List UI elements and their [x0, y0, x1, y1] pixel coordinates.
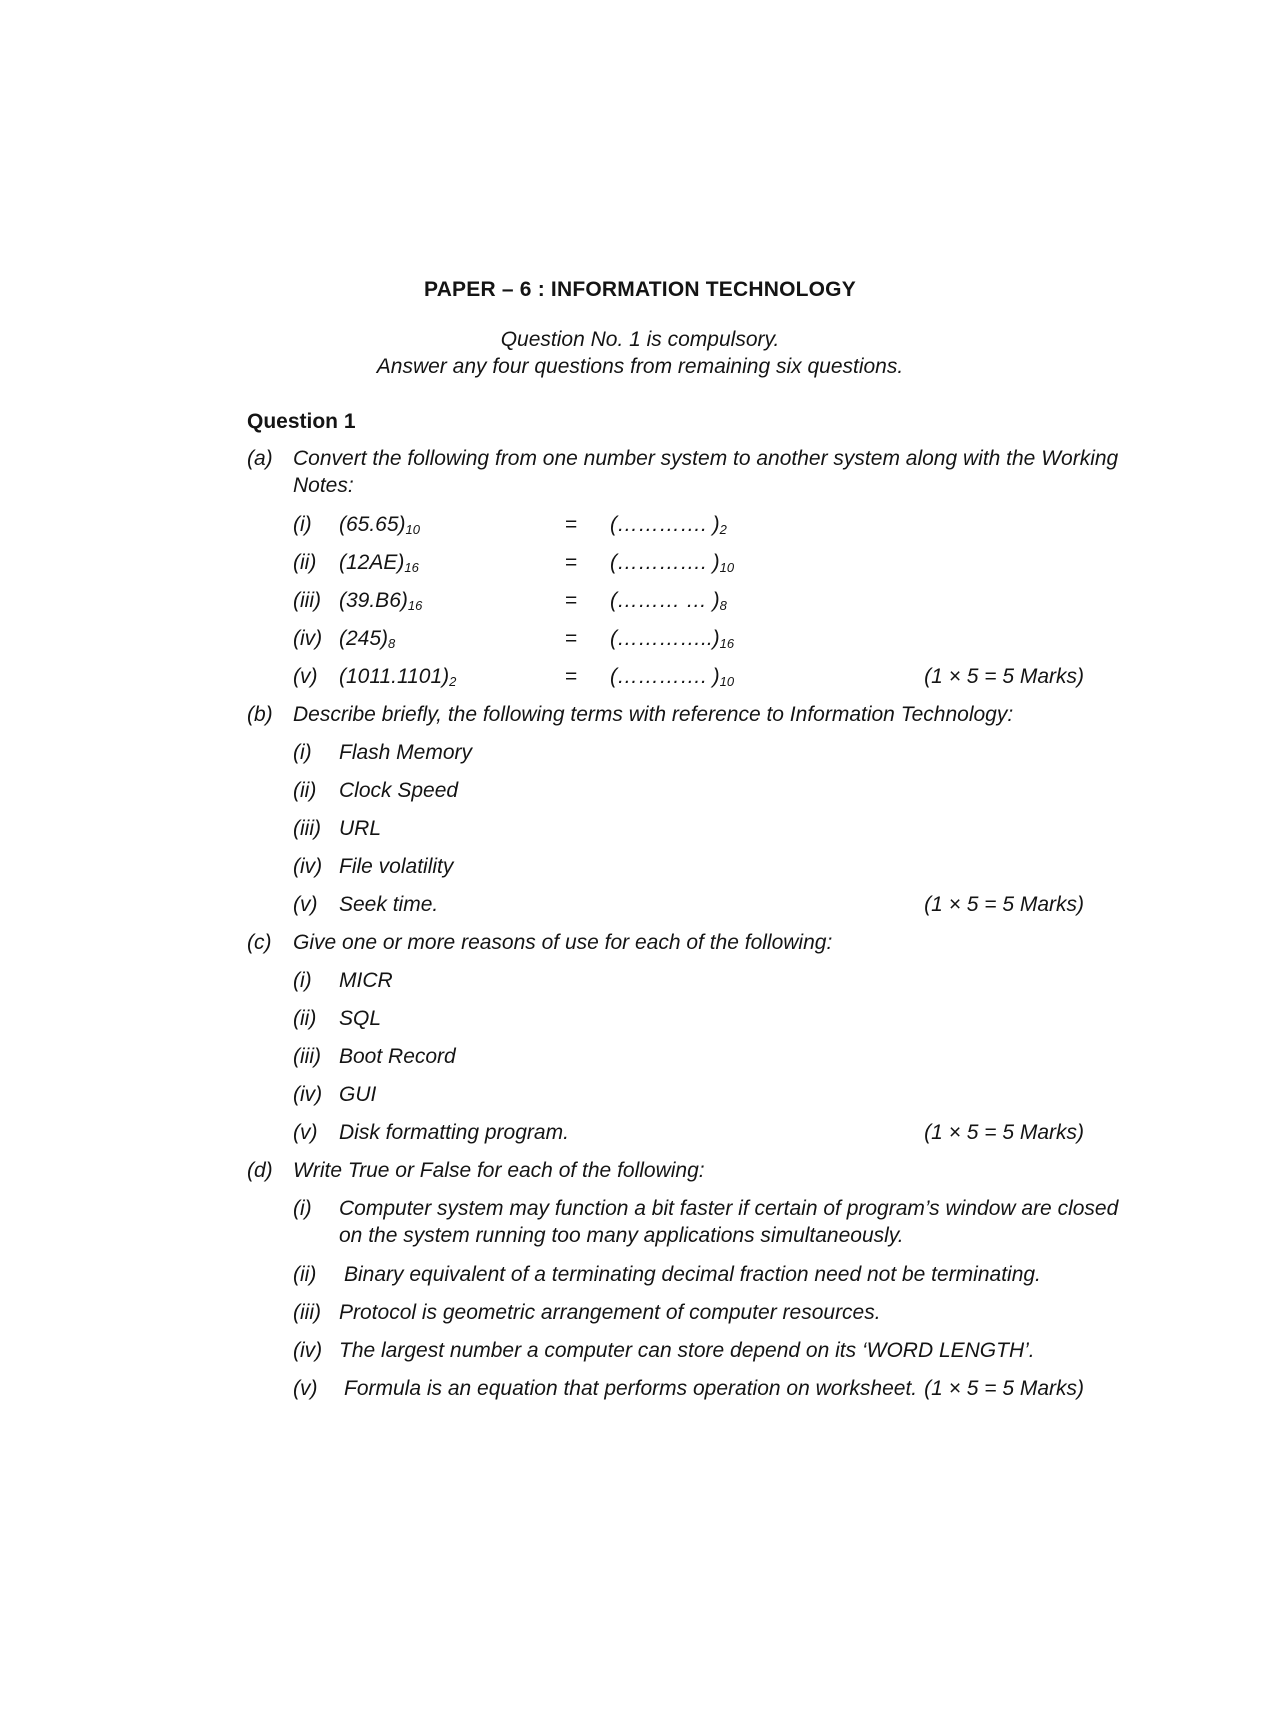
item-number: (iv) — [293, 1083, 323, 1106]
conversion-source: $(65.65)_{10}$ — [339, 513, 421, 537]
item-number: (iv) — [293, 855, 323, 878]
list-item-continuation — [0, 1224, 1280, 1252]
item-text: Computer system may function a bit faster if certain of program’s window are closed — [339, 1197, 1119, 1220]
conversion-row — [0, 551, 1280, 579]
list-item — [0, 1045, 1280, 1073]
list-item — [0, 969, 1280, 997]
item-text: URL — [339, 817, 382, 840]
part-text: Notes: — [293, 474, 354, 497]
item-number: (i) — [293, 513, 312, 536]
conversion-target: (……… … )$_8$ — [610, 589, 727, 613]
list-item — [0, 1301, 1280, 1329]
item-number: (iii) — [293, 1045, 321, 1068]
conversion-source: $(12AE)_{16}$ — [339, 551, 419, 575]
part-a-continuation — [0, 474, 1280, 502]
item-text: Clock Speed — [339, 779, 459, 802]
conversion-target: (…………. )$_{10}$ — [610, 551, 735, 575]
list-item — [0, 1339, 1280, 1367]
item-number: (i) — [293, 969, 312, 992]
list-item — [0, 817, 1280, 845]
list-item — [0, 893, 1280, 921]
part-d — [0, 1159, 1280, 1187]
item-number: (ii) — [293, 1007, 317, 1030]
instruction-choice: Answer any four questions from remaining six questions. — [376, 355, 904, 378]
list-item — [0, 1197, 1280, 1225]
item-number: (i) — [293, 1197, 312, 1220]
list-item — [0, 1083, 1280, 1111]
part-label: (c) — [247, 931, 272, 954]
item-text: File volatility — [339, 855, 454, 878]
conversion-row — [0, 513, 1280, 541]
part-text: Write True or False for each of the following: — [293, 1159, 705, 1182]
marks-allocation: (1 × 5 = 5 Marks) — [924, 893, 1084, 916]
equals-sign: = — [565, 627, 578, 650]
part-label: (a) — [247, 447, 273, 470]
part-label: (d) — [247, 1159, 273, 1182]
marks-allocation: (1 × 5 = 5 Marks) — [924, 1121, 1084, 1144]
conversion-row — [0, 627, 1280, 655]
item-number: (v) — [293, 893, 318, 916]
part-text: Give one or more reasons of use for each of the following: — [293, 931, 833, 954]
item-text: Boot Record — [339, 1045, 456, 1068]
item-number: (v) — [293, 1377, 318, 1400]
part-b — [0, 703, 1280, 731]
item-text: SQL — [339, 1007, 382, 1030]
item-number: (v) — [293, 1121, 318, 1144]
item-text: MICR — [339, 969, 393, 992]
list-item — [0, 1007, 1280, 1035]
conversion-target: (…………. )$_2$ — [610, 513, 727, 537]
conversion-row — [0, 665, 1280, 693]
conversion-source: $(39.B6)_{16}$ — [339, 589, 423, 613]
equals-sign: = — [565, 551, 578, 574]
item-text: Binary equivalent of a terminating decimal fraction need not be terminating. — [344, 1263, 1041, 1286]
part-a — [0, 447, 1280, 475]
item-text: Seek time. — [339, 893, 439, 916]
item-text: GUI — [339, 1083, 377, 1106]
item-number: (iii) — [293, 589, 321, 612]
item-number: (iv) — [293, 1339, 323, 1362]
item-number: (iii) — [293, 1301, 321, 1324]
equals-sign: = — [565, 513, 578, 536]
item-number: (ii) — [293, 551, 317, 574]
part-text: Convert the following from one number system to another system along with the Working — [293, 447, 1119, 470]
paper-title: PAPER – 6 : INFORMATION TECHNOLOGY — [424, 278, 856, 301]
item-number: (iii) — [293, 817, 321, 840]
list-item — [0, 855, 1280, 883]
list-item — [0, 1121, 1280, 1149]
list-item — [0, 741, 1280, 769]
equals-sign: = — [565, 665, 578, 688]
part-c — [0, 931, 1280, 959]
conversion-source: $(245)_8$ — [339, 627, 396, 651]
list-item — [0, 1377, 1280, 1405]
item-text: Formula is an equation that performs operation on worksheet. — [344, 1377, 918, 1400]
list-item — [0, 1263, 1280, 1291]
item-text: The largest number a computer can store depend on its ‘WORD LENGTH’. — [339, 1339, 1035, 1362]
marks-allocation: (1 × 5 = 5 Marks) — [924, 665, 1084, 688]
item-text: Protocol is geometric arrangement of computer resources. — [339, 1301, 881, 1324]
item-number: (v) — [293, 665, 318, 688]
item-number: (ii) — [293, 1263, 317, 1286]
conversion-target: (…………. )$_{10}$ — [610, 665, 735, 689]
item-number: (iv) — [293, 627, 323, 650]
instruction-compulsory: Question No. 1 is compulsory. — [500, 328, 780, 351]
conversion-source: $(1011.1101)_2$ — [339, 665, 457, 689]
marks-allocation: (1 × 5 = 5 Marks) — [924, 1377, 1084, 1400]
part-text: Describe briefly, the following terms with reference to Information Technology: — [293, 703, 1014, 726]
part-label: (b) — [247, 703, 273, 726]
conversion-target: $(\dots\dots\dots\dots..)_{16}$ — [610, 627, 735, 651]
item-number: (ii) — [293, 779, 317, 802]
conversion-row — [0, 589, 1280, 617]
question-heading: Question 1 — [247, 410, 356, 433]
item-number: (i) — [293, 741, 312, 764]
list-item — [0, 779, 1280, 807]
item-text: Disk formatting program. — [339, 1121, 569, 1144]
equals-sign: = — [565, 589, 578, 612]
item-text: on the system running too many applications simultaneously. — [339, 1224, 904, 1247]
item-text: Flash Memory — [339, 741, 473, 764]
